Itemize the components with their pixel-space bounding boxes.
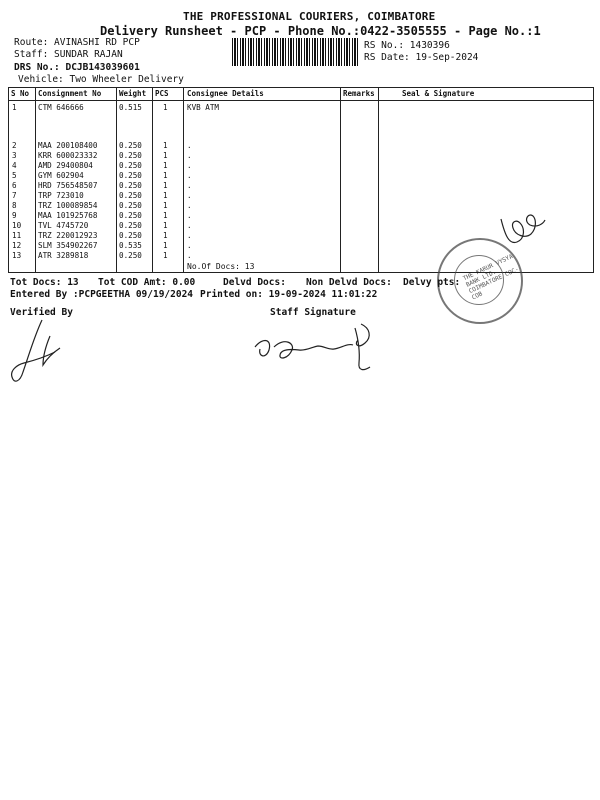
table-row — [9, 171, 593, 181]
table-row — [9, 181, 593, 191]
consignee-details: . — [187, 181, 192, 190]
staff-signature — [252, 316, 394, 378]
tot-docs: Tot Docs: 13 — [10, 277, 79, 288]
sno: 13 — [12, 251, 22, 260]
pcs: 1 — [163, 141, 168, 150]
seal-signature-scribble — [497, 204, 549, 252]
consignment-no: MAA 200108400 — [38, 141, 98, 150]
drs-text: DRS No.: DCJB143039601 — [14, 62, 140, 73]
pcs: 1 — [163, 221, 168, 230]
delvd-docs: Delvd Docs: — [223, 277, 286, 288]
pcs: 1 — [163, 241, 168, 250]
pcs: 1 — [163, 251, 168, 260]
header-consignment: Consignment No — [38, 89, 102, 98]
consignment-no: TVL 4745720 — [38, 221, 89, 230]
consignee-details: . — [187, 161, 192, 170]
header-remarks: Remarks — [343, 89, 375, 98]
entered-by: Entered By :PCPGEETHA 09/19/2024 — [10, 289, 194, 300]
weight: 0.250 — [119, 181, 142, 190]
weight: 0.250 — [119, 231, 142, 240]
consignment-no: AMD 29400804 — [38, 161, 93, 170]
consignment-no: TRP 723010 — [38, 191, 84, 200]
header-sno: S No — [11, 89, 30, 98]
staff-text: Staff: SUNDAR RAJAN — [14, 49, 123, 60]
sno: 4 — [12, 161, 17, 170]
consignment-no: CTM 646666 — [38, 103, 84, 112]
weight: 0.250 — [119, 191, 142, 200]
weight: 0.250 — [119, 141, 142, 150]
rs-date: RS Date: 19-Sep-2024 — [364, 52, 479, 63]
consignment-no: HRD 756548507 — [38, 181, 98, 190]
consignee-details: . — [187, 221, 192, 230]
weight: 0.535 — [119, 241, 142, 250]
table-row — [9, 151, 593, 161]
consignee-details: . — [187, 231, 192, 240]
table-row — [9, 161, 593, 171]
table-row — [9, 141, 593, 151]
sno: 12 — [12, 241, 22, 250]
consignment-no: SLM 354902267 — [38, 241, 98, 250]
sno: 1 — [12, 103, 17, 112]
consignment-no: TRZ 100089854 — [38, 201, 98, 210]
non-delvd-docs: Non Delvd Docs: — [306, 277, 392, 288]
sno: 7 — [12, 191, 17, 200]
consignee-details: . — [187, 191, 192, 200]
consignee-details: . — [187, 151, 192, 160]
table-row — [9, 103, 593, 113]
consignment-no: MAA 101925768 — [38, 211, 98, 220]
pcs: 1 — [163, 201, 168, 210]
verified-signature — [6, 318, 70, 390]
rs-no: RS No.: 1430396 — [364, 40, 450, 51]
verified-by-label: Verified By — [10, 307, 73, 318]
consignment-no: TRZ 220012923 — [38, 231, 98, 240]
vehicle-text: Vehicle: Two Wheeler Delivery — [18, 74, 184, 85]
printed-on: Printed on: 19-09-2024 11:01:22 — [200, 289, 378, 300]
tot-cod-amt: Tot COD Amt: 0.00 — [98, 277, 196, 288]
weight: 0.250 — [119, 201, 142, 210]
staff-signature-label: Staff Signature — [270, 307, 356, 318]
route-text: Route: AVINASHI RD PCP — [14, 37, 140, 48]
pcs: 1 — [163, 103, 168, 112]
pcs: 1 — [163, 161, 168, 170]
stamp-text: THE KARUR VYSYA BANK LTD. COIMBATORE COC-COB — [462, 253, 520, 302]
sno: 8 — [12, 201, 17, 210]
consignee-details: . — [187, 211, 192, 220]
weight: 0.250 — [119, 171, 142, 180]
consignment-no: KRR 600023332 — [38, 151, 98, 160]
pcs: 1 — [163, 191, 168, 200]
consignee-details: . — [187, 171, 192, 180]
consignee-details: . — [187, 241, 192, 250]
no-of-docs: No.Of Docs: 13 — [187, 262, 255, 271]
weight: 0.250 — [119, 221, 142, 230]
pcs: 1 — [163, 231, 168, 240]
weight: 0.515 — [119, 103, 142, 112]
sno: 6 — [12, 181, 17, 190]
header-weight: Weight — [119, 89, 147, 98]
sno: 2 — [12, 141, 17, 150]
consignee-details: KVB ATM — [187, 103, 220, 112]
delvy-pts: Delvy pts: — [403, 277, 461, 288]
barcode — [232, 38, 358, 66]
sno: 9 — [12, 211, 17, 220]
weight: 0.250 — [119, 251, 142, 260]
sno: 3 — [12, 151, 17, 160]
consignment-no: ATR 3289818 — [38, 251, 89, 260]
consignee-details: . — [187, 141, 192, 150]
header-pcs: PCS — [155, 89, 169, 98]
consignee-details: . — [187, 251, 192, 260]
sno: 5 — [12, 171, 17, 180]
weight: 0.250 — [119, 161, 142, 170]
pcs: 1 — [163, 181, 168, 190]
weight: 0.250 — [119, 211, 142, 220]
pcs: 1 — [163, 211, 168, 220]
runsheet-subtitle: Delivery Runsheet - PCP - Phone No.:0422-3505555 - Page No.:1 — [100, 24, 541, 38]
consignment-no: GYM 602904 — [38, 171, 84, 180]
consignee-details: . — [187, 201, 192, 210]
table-row — [9, 191, 593, 201]
pcs: 1 — [163, 171, 168, 180]
header-seal-signature: Seal & Signature — [402, 89, 475, 98]
company-title: THE PROFESSIONAL COURIERS, COIMBATORE — [183, 10, 436, 23]
sno: 10 — [12, 221, 22, 230]
pcs: 1 — [163, 151, 168, 160]
sno: 11 — [12, 231, 22, 240]
weight: 0.250 — [119, 151, 142, 160]
table-header — [9, 88, 593, 101]
header-consignee: Consignee Details — [187, 89, 264, 98]
